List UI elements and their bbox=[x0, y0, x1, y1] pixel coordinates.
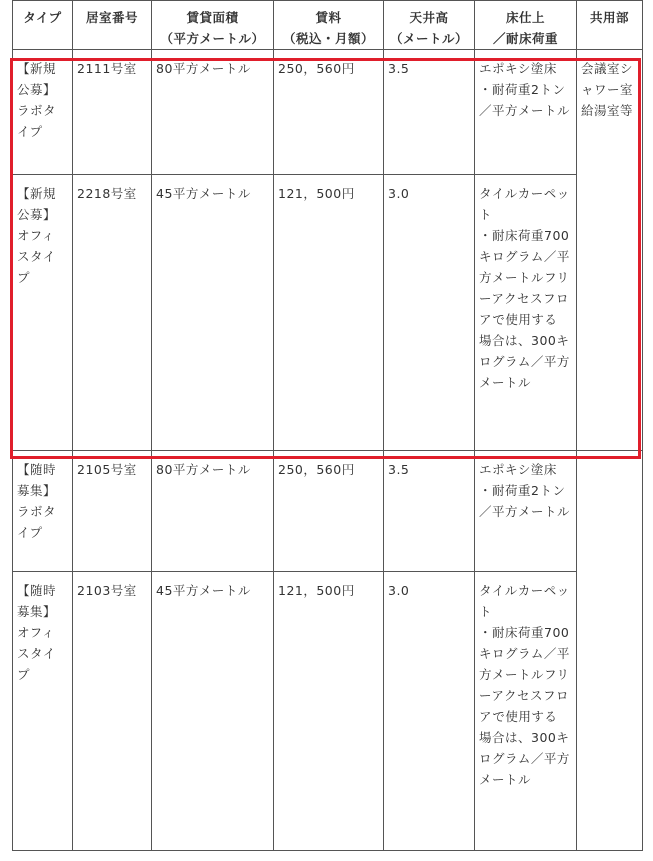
cell-rent: 121，500円 bbox=[274, 175, 384, 451]
cell-ceiling: 3.5 bbox=[384, 451, 475, 572]
cell-ceiling: 3.0 bbox=[384, 175, 475, 451]
rental-table bbox=[12, 0, 643, 851]
cell-area: 45平方メートル bbox=[152, 572, 274, 851]
header-row bbox=[13, 1, 643, 50]
header-rent: 賃料 （税込・月額） bbox=[274, 1, 384, 50]
header-floor: 床仕上 ／耐床荷重 bbox=[475, 1, 577, 50]
cell-common-empty bbox=[577, 451, 643, 851]
header-type: タイプ bbox=[13, 1, 73, 50]
cell-ceiling: 3.5 bbox=[384, 50, 475, 175]
cell-floor: エポキシ塗床 ・耐荷重2トン／平方メートル bbox=[475, 451, 577, 572]
cell-ceiling: 3.0 bbox=[384, 572, 475, 851]
header-ceiling: 天井高 （メートル） bbox=[384, 1, 475, 50]
cell-area: 80平方メートル bbox=[152, 50, 274, 175]
cell-rent: 250，560円 bbox=[274, 451, 384, 572]
cell-area: 80平方メートル bbox=[152, 451, 274, 572]
table-row bbox=[13, 175, 643, 451]
cell-rent: 121，500円 bbox=[274, 572, 384, 851]
cell-room: 2105号室 bbox=[73, 451, 152, 572]
cell-floor: タイルカーペット ・耐床荷重700キログラム／平方メートルフリーアクセスフロアで使用する場合は、300キログラム／平方メートル bbox=[475, 572, 577, 851]
table-row bbox=[13, 572, 643, 851]
cell-type: 【随時募集】オフィスタイプ bbox=[13, 572, 73, 851]
cell-type: 【随時募集】ラボタイプ bbox=[13, 451, 73, 572]
header-area: 賃貸面積 （平方メートル） bbox=[152, 1, 274, 50]
cell-floor: タイルカーペット ・耐床荷重700キログラム／平方メートルフリーアクセスフロアで使用する場合は、300キログラム／平方メートル bbox=[475, 175, 577, 451]
cell-room: 2111号室 bbox=[73, 50, 152, 175]
cell-common: 会議室シャワー室給湯室等 bbox=[577, 50, 643, 451]
cell-room: 2103号室 bbox=[73, 572, 152, 851]
cell-type: 【新規公募】オフィスタイプ bbox=[13, 175, 73, 451]
table-row bbox=[13, 50, 643, 175]
header-common: 共用部 bbox=[577, 1, 643, 50]
table-row bbox=[13, 451, 643, 572]
cell-type: 【新規公募】ラボタイプ bbox=[13, 50, 73, 175]
cell-floor: エポキシ塗床 ・耐荷重2トン／平方メートル bbox=[475, 50, 577, 175]
header-room: 居室番号 bbox=[73, 1, 152, 50]
cell-room: 2218号室 bbox=[73, 175, 152, 451]
cell-area: 45平方メートル bbox=[152, 175, 274, 451]
cell-rent: 250，560円 bbox=[274, 50, 384, 175]
